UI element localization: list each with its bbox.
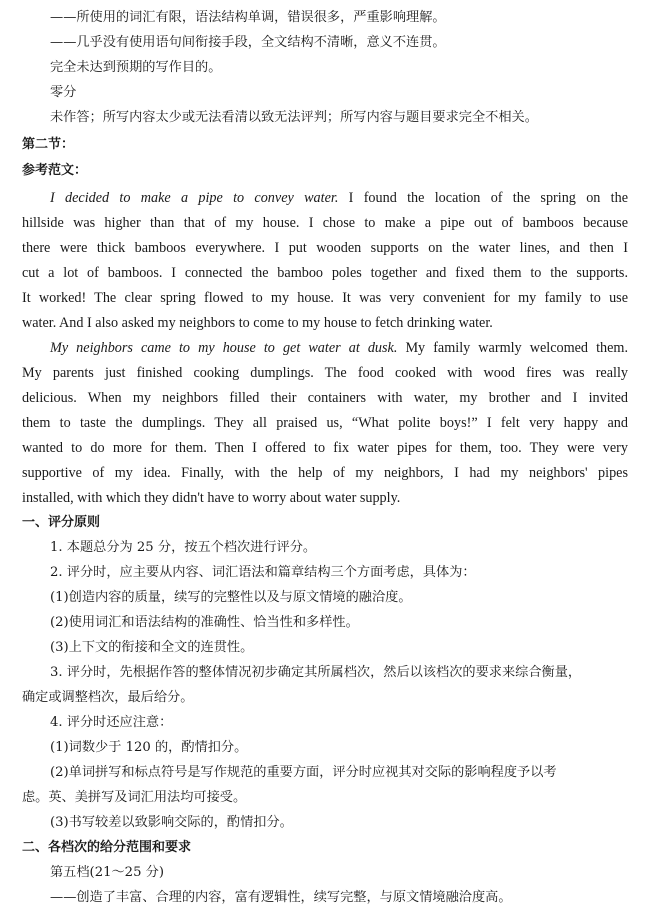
principle-item: (3)上下文的衔接和全文的连贯性。 [50,640,254,655]
essay-text: My family warmly welcomed them. [405,340,628,356]
essay-line: hillside was higher than that of my house. I chose to make a pipe out of bamboos because [22,215,628,231]
principle-item: 2. 评分时，应主要从内容、词汇语法和篇章结构三个方面考虑，具体为： [50,565,476,580]
criteria-line: 完全未达到预期的写作目的。 [50,60,222,75]
paragraph-lead-sentence: I decided to make a pipe to convey water. [50,190,339,206]
section-heading: 第二节： [22,137,75,152]
levels-heading: 二、各档次的给分范围和要求 [22,840,192,855]
essay-line: My parents just finished cooking dumplings. The food cooked with wood fires was really [22,365,628,381]
essay-line [50,339,628,357]
principles-heading: 一、评分原则 [22,515,101,530]
essay-line: there were thick bamboos everywhere. I put wooden supports on the water lines, and then I [22,240,628,256]
criteria-line: ——所使用的词汇有限，语法结构单调，错误很多，严重影响理解。 [50,10,446,25]
principle-item: (1)创造内容的质量，续写的完整性以及与原文情境的融洽度。 [50,590,412,605]
principle-item: 3. 评分时，先根据作答的整体情况初步确定其所属档次，然后以该档次的要求来综合衡量， [50,665,582,680]
essay-line: supportive of my idea. Finally, with the help of my neighbors, I had my neighbors' pipes [22,465,628,481]
criteria-line: ——几乎没有使用语句间衔接手段，全文结构不清晰，意义不连贯。 [50,35,446,50]
essay-line: delicious. When my neighbors filled their containers with water, my brother and I invited [22,390,628,406]
principle-item: (3)书写较差以致影响交际的，酌情扣分。 [50,815,293,830]
essay-line: wanted to do more for them. Then I offered to fix water pipes for them, too. They were very [22,440,628,456]
zero-score-label: 零分 [50,85,77,100]
principle-item: 4. 评分时还应注意： [50,715,173,730]
essay-line: them to taste the dumplings. They all praised us, “What polite boys!” I felt very happy and [22,415,628,431]
criteria-line: 未作答；所写内容太少或无法看清以致无法评判；所写内容与题目要求完全不相关。 [50,110,538,125]
principle-item-continued: 确定或调整档次，最后给分。 [22,690,194,705]
principle-item: 1. 本题总分为 25 分，按五个档次进行评分。 [50,540,317,555]
principle-item: (2)使用词汇和语法结构的准确性、恰当性和多样性。 [50,615,359,630]
level-requirement: ——创造了丰富、合理的内容，富有逻辑性，续写完整，与原文情境融洽度高。 [50,890,512,905]
essay-line: It worked! The clear spring flowed to my house. It was very convenient for my family to use [22,290,628,306]
essay-line [50,189,628,207]
essay-line: cut a lot of bamboos. I connected the bamboo poles together and fixed them to the supports. [22,265,628,281]
essay-text: I found the location of the spring on the [348,190,629,206]
level-title: 第五档(21～25 分) [50,865,164,880]
paragraph-lead-sentence: My neighbors came to my house to get water at dusk. [50,340,398,356]
principle-item: (1)词数少于 120 的，酌情扣分。 [50,740,248,755]
principle-item: (2)单词拼写和标点符号是写作规范的重要方面，评分时应视其对交际的影响程度予以考 [50,765,557,780]
principle-item-continued: 虑。英、美拼写及词汇用法均可接受。 [22,790,247,805]
essay-line: installed, with which they didn't have to worry about water supply. [22,490,401,506]
essay-line: water. And I also asked my neighbors to come to my house to fetch drinking water. [22,315,493,331]
reference-essay-heading: 参考范文： [22,163,88,178]
